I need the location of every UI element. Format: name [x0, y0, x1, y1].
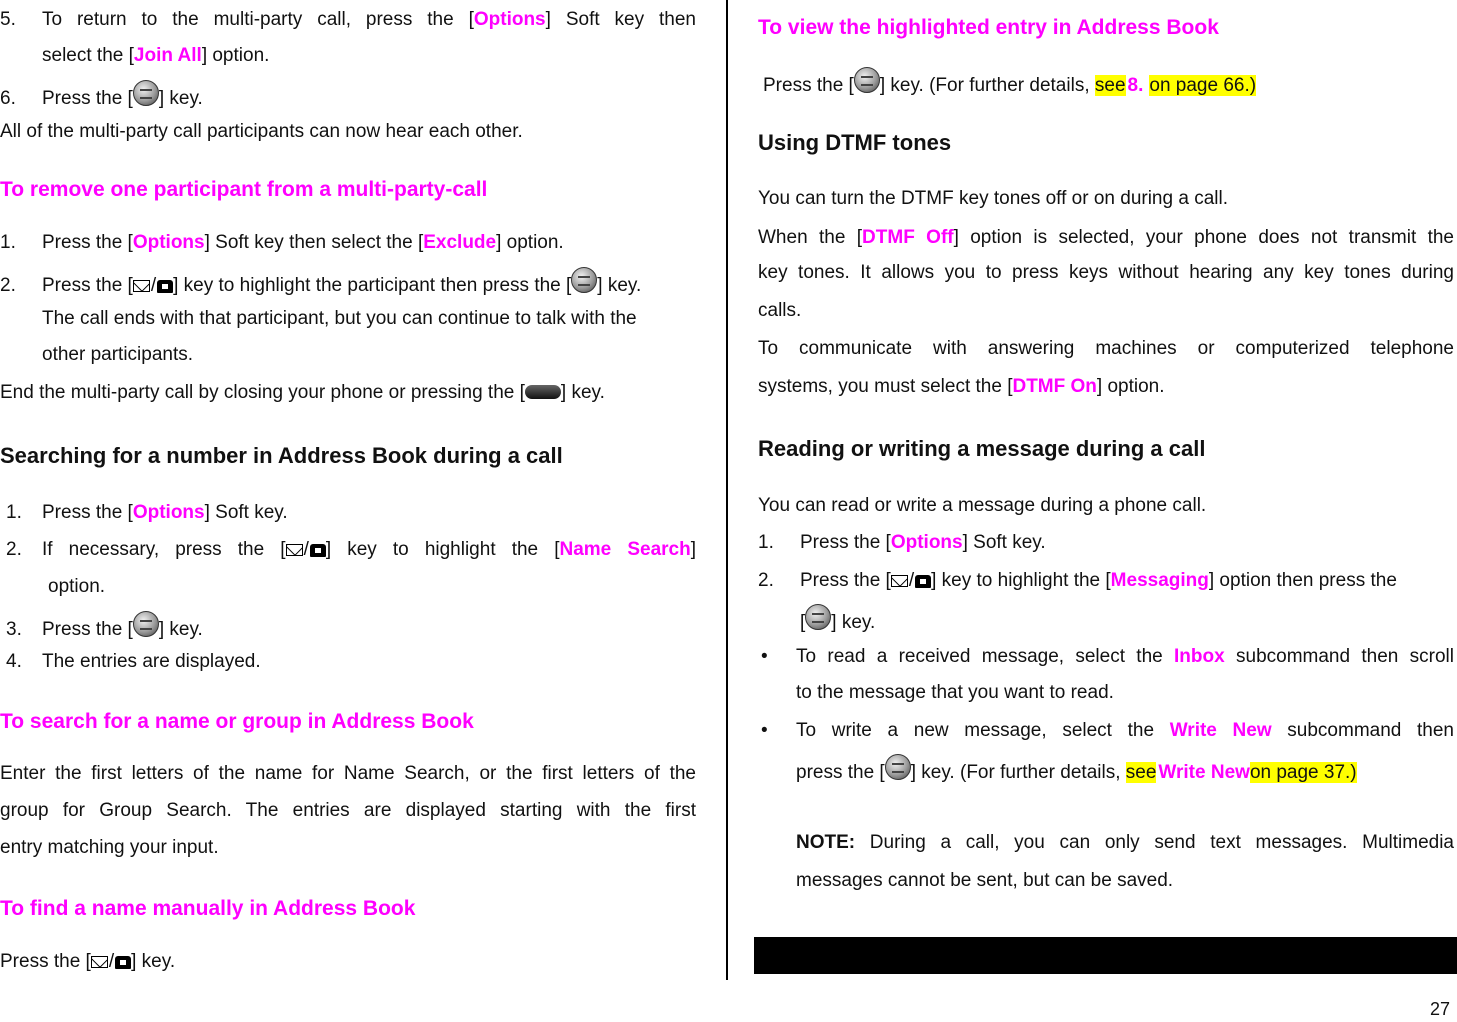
- write-new-link[interactable]: Write New: [1158, 762, 1250, 784]
- text: ] option is selected, your phone does not transmit the: [953, 227, 1455, 248]
- text: To return to the multi-party call, press the [: [42, 9, 474, 30]
- group-para-line-3: entry matching your input.: [0, 837, 219, 858]
- text: ] key. (For further details,: [910, 762, 1126, 784]
- ok-key-icon: [133, 611, 159, 637]
- heading-find-manually: To find a name manually in Address Book: [0, 897, 416, 920]
- heading-view-entry: To view the highlighted entry in Address Book: [758, 16, 1219, 39]
- text: ] Soft key then: [545, 9, 696, 30]
- text: press the [: [796, 762, 885, 784]
- write-new-label: Write New: [1169, 720, 1272, 741]
- text: ] key to highlight the [: [931, 570, 1111, 592]
- options-softkey-label: Options: [132, 232, 205, 253]
- text: subcommand then: [1271, 720, 1454, 741]
- ok-key-icon: [571, 267, 597, 293]
- remove-step-2-line-2: The call ends with that participant, but you can continue to talk with the: [42, 308, 637, 329]
- messaging-label: Messaging: [1110, 570, 1209, 592]
- phone-icon: [157, 280, 173, 293]
- envelope-icon: [891, 575, 908, 587]
- bullet-2-line-2: [796, 760, 1357, 786]
- footer-black-bar: [754, 937, 1457, 974]
- bullet: •: [761, 646, 768, 667]
- bullet-1-line-2: to the message that you want to read.: [796, 682, 1114, 703]
- text: ] option.: [1096, 376, 1165, 397]
- note-label: NOTE:: [796, 832, 856, 853]
- phone-icon: [115, 956, 131, 969]
- search-step-2-number: 2.: [6, 539, 22, 560]
- dtmf-line-6: [758, 374, 1165, 400]
- section-8-link[interactable]: 8.: [1127, 75, 1144, 97]
- ok-key-icon: [854, 67, 880, 93]
- text: ] option then press the: [1208, 570, 1397, 592]
- envelope-icon: [91, 956, 108, 968]
- dtmf-line-5: To communicate with answering machines or computerized telephone: [758, 338, 1454, 359]
- text: ] Soft key.: [962, 532, 1046, 553]
- search-step-4-text: The entries are displayed.: [42, 651, 261, 672]
- msg-step-2-line-1: [800, 568, 1454, 594]
- text: To read a received message, select the: [796, 646, 1175, 667]
- remove-step-1-number: 1.: [0, 232, 16, 253]
- text: End the multi-party call by closing your phone or pressing the [: [0, 382, 525, 403]
- heading-dtmf: Using DTMF tones: [758, 130, 952, 155]
- search-step-3-number: 3.: [6, 619, 22, 640]
- join-all-label: Join All: [133, 45, 202, 66]
- step-6-text: [42, 86, 203, 112]
- text: ] key. (For further details,: [879, 75, 1095, 97]
- heading-search-name-group: To search for a name or group in Address Book: [0, 710, 474, 733]
- message-intro: You can read or write a message during a phone call.: [758, 495, 1207, 516]
- bullet: •: [761, 720, 768, 741]
- dtmf-on-label: DTMF On: [1012, 376, 1097, 397]
- text: ] Soft key then select the [: [204, 232, 424, 253]
- text: ] key.: [158, 619, 203, 641]
- all-hear-text: All of the multi-party call participants can now hear each other.: [0, 121, 523, 142]
- text: Press the [: [763, 75, 854, 97]
- remove-step-2-line-3: other participants.: [42, 344, 194, 365]
- step-5-line-2: [42, 43, 269, 69]
- group-para-line-2: group for Group Search. The entries are displayed starting with the first: [0, 800, 696, 821]
- remove-step-1-text: [42, 230, 564, 256]
- text: ] Soft key.: [204, 502, 288, 523]
- search-step-2-line-2: option.: [48, 576, 106, 597]
- options-softkey-label: Options: [132, 502, 205, 523]
- search-step-4-number: 4.: [6, 651, 22, 672]
- text: During a call, you can only send text messages. Multimedia: [855, 832, 1454, 853]
- text: ] key to highlight the [: [325, 539, 560, 561]
- bullet-2-line-1: [796, 718, 1454, 744]
- column-divider: [726, 0, 728, 980]
- nav-key-icon: /: [891, 568, 931, 594]
- search-step-1-number: 1.: [6, 502, 22, 523]
- options-softkey-label: Options: [890, 532, 963, 553]
- text: Press the [: [800, 570, 891, 592]
- text: select the [: [42, 45, 134, 66]
- note-line-1: [796, 830, 1454, 856]
- end-call-text: [0, 380, 605, 406]
- text: Press the [: [42, 619, 133, 641]
- note-line-2: messages cannot be sent, but can be saved.: [796, 870, 1174, 891]
- text: ] key to highlight the participant then press the [: [173, 275, 572, 297]
- ok-key-icon: [133, 80, 159, 106]
- text: ]: [690, 539, 696, 561]
- bullet-1-line-1: [796, 644, 1454, 670]
- phone-icon: [310, 544, 326, 557]
- remove-step-2-number: 2.: [0, 275, 16, 296]
- heading-message: Reading or writing a message during a call: [758, 436, 1206, 461]
- dtmf-off-label: DTMF Off: [862, 227, 954, 248]
- search-step-3-text: [42, 617, 203, 643]
- dtmf-line-4: calls.: [758, 300, 802, 321]
- text: ] key.: [597, 275, 642, 297]
- text: Press the [: [0, 951, 91, 973]
- dtmf-line-2: [758, 225, 1454, 251]
- ok-key-icon: [805, 604, 831, 630]
- text: ] key.: [158, 88, 203, 110]
- text: ] key.: [560, 382, 605, 403]
- nav-key-icon: /: [286, 537, 326, 563]
- remove-step-2-line-1: [42, 273, 641, 299]
- msg-step-1-text: [800, 530, 1046, 556]
- end-key-icon: [525, 385, 561, 399]
- exclude-label: Exclude: [423, 232, 497, 253]
- search-step-1-text: [42, 500, 288, 526]
- text: Press the [: [800, 532, 891, 553]
- find-text: [0, 949, 175, 975]
- page-66-link[interactable]: on page 66.): [1149, 75, 1257, 97]
- step-5-number: 5.: [0, 9, 16, 30]
- text: To write a new message, select the: [796, 720, 1170, 741]
- text: systems, you must select the [: [758, 376, 1013, 397]
- heading-searching: Searching for a number in Address Book during a call: [0, 443, 563, 468]
- name-search-label: Name Search: [559, 539, 691, 561]
- text: Press the [: [42, 275, 133, 297]
- dtmf-line-3: key tones. It allows you to press keys without hearing any key tones during: [758, 262, 1454, 283]
- text: ] option.: [496, 232, 564, 253]
- text: ] key.: [831, 612, 876, 634]
- options-softkey-label: Options: [473, 9, 546, 30]
- text: If necessary, press the [: [42, 539, 286, 561]
- step-6-number: 6.: [0, 88, 16, 109]
- see-link[interactable]: see: [1125, 762, 1157, 784]
- text: Press the [: [42, 502, 133, 523]
- search-step-2-line-1: [42, 537, 696, 563]
- dtmf-line-1: You can turn the DTMF key tones off or on during a call.: [758, 188, 1228, 209]
- text: Press the [: [42, 88, 133, 110]
- nav-key-icon: /: [133, 273, 173, 299]
- envelope-icon: [286, 544, 303, 556]
- text: ] option.: [201, 45, 270, 66]
- text: [: [800, 612, 806, 634]
- msg-step-2-line-2: [800, 610, 875, 636]
- page-number: 27: [1430, 999, 1451, 1019]
- group-para-line-1: Enter the first letters of the name for Name Search, or the first letters of the: [0, 763, 696, 784]
- msg-step-2-number: 2.: [758, 570, 774, 591]
- see-link[interactable]: see: [1094, 75, 1126, 97]
- heading-remove-participant: To remove one participant from a multi-party-call: [0, 178, 488, 201]
- view-text: [763, 73, 1256, 99]
- nav-key-icon: /: [91, 949, 131, 975]
- phone-icon: [915, 575, 931, 588]
- text: subcommand then scroll: [1224, 646, 1454, 667]
- text: Press the [: [42, 232, 133, 253]
- ok-key-icon: [885, 754, 911, 780]
- step-5-line-1: [42, 7, 696, 33]
- inbox-label: Inbox: [1174, 646, 1225, 667]
- text: ] key.: [131, 951, 176, 973]
- envelope-icon: [133, 280, 150, 292]
- text: When the [: [758, 227, 863, 248]
- page-37-link[interactable]: on page 37.): [1249, 762, 1357, 784]
- msg-step-1-number: 1.: [758, 532, 774, 553]
